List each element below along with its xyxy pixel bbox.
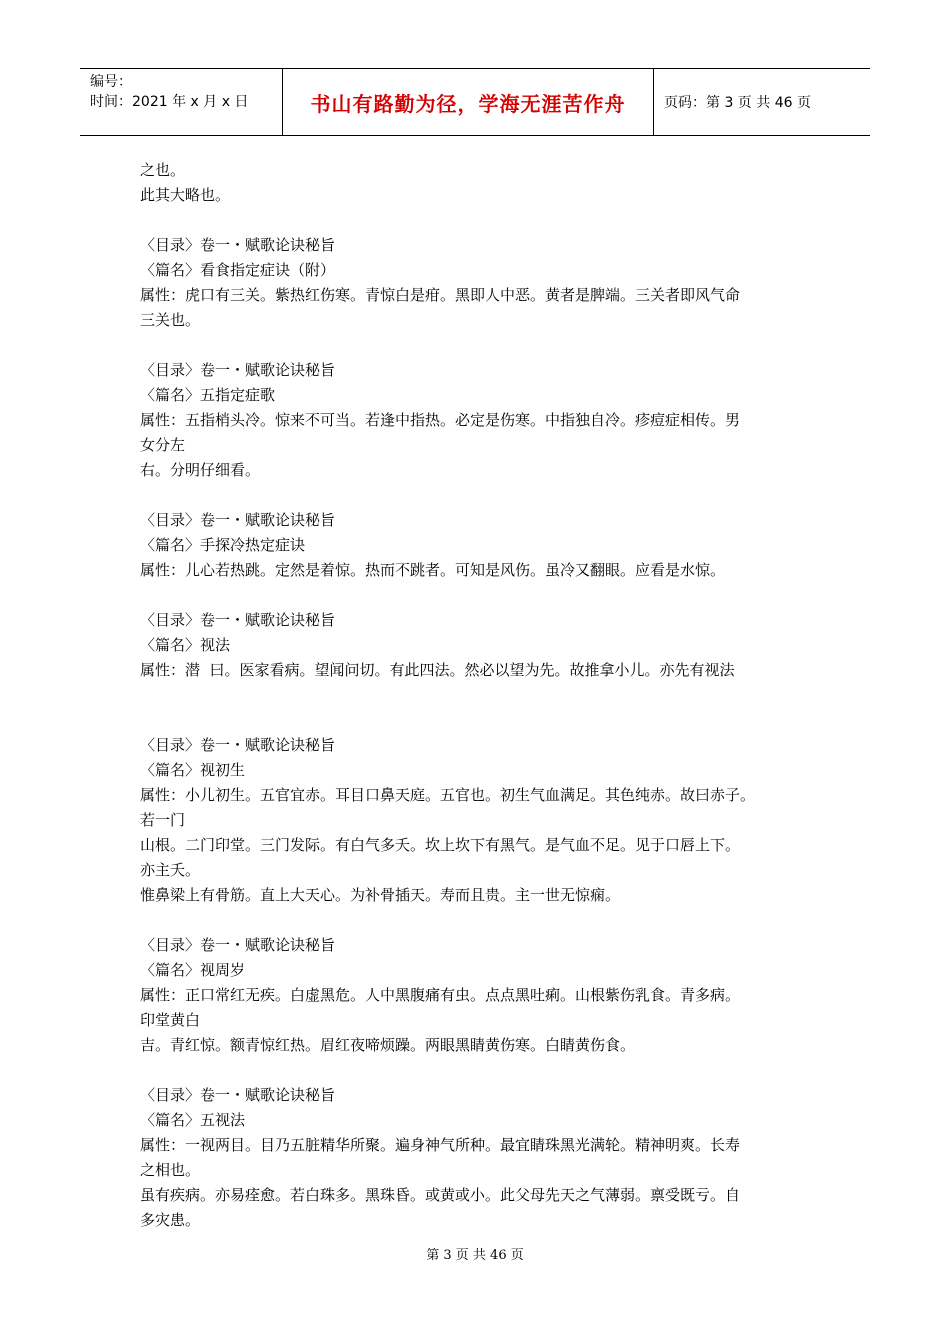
text-line: 属性：潜 曰。医家看病。望闻问切。有此四法。然必以望为先。故推拿小儿。亦先有视法 — [140, 661, 735, 679]
page-label: 页码：第 3 页 共 46 页 — [664, 95, 811, 111]
motto: 书山有路勤为径，学海无涯苦作舟 — [310, 91, 626, 116]
text-line: 若一门 — [140, 811, 186, 829]
blank-line — [140, 908, 830, 933]
text-line: 〈目录〉卷一・赋歌论诀秘旨 — [140, 361, 336, 379]
header-meta — [80, 69, 282, 135]
text-line: 三关也。 — [140, 311, 201, 329]
text-line: 〈篇名〉视初生 — [140, 761, 246, 779]
text-line: 此其大略也。 — [140, 186, 231, 204]
text-line: 属性：五指梢头冷。惊来不可当。若逢中指热。必定是伤寒。中指独自冷。疹痘症相传。男 — [140, 411, 741, 429]
blank-line — [140, 483, 830, 508]
blank-line — [140, 708, 830, 733]
text-line: 属性：正口常红无疾。白虚黑危。人中黑腹痛有虫。点点黑吐痢。山根紫伤乳食。青多病。 — [140, 986, 741, 1004]
text-line: 〈目录〉卷一・赋歌论诀秘旨 — [140, 611, 336, 629]
text-line: 〈篇名〉手探冷热定症诀 — [140, 536, 306, 554]
text-line: 吉。青红惊。额青惊红热。眉红夜啼烦躁。两眼黑睛黄伤寒。白睛黄伤食。 — [140, 1036, 636, 1054]
header-motto-cell — [282, 69, 654, 135]
page-footer — [0, 1244, 950, 1263]
text-line: 〈目录〉卷一・赋歌论诀秘旨 — [140, 736, 336, 754]
text-line: 亦主夭。 — [140, 861, 201, 879]
text-line: 印堂黄白 — [140, 1011, 201, 1029]
text-line: 山根。二门印堂。三门发际。有白气多夭。坎上坎下有黑气。是气血不足。见于口唇上下。 — [140, 836, 741, 854]
header-page-cell — [654, 69, 870, 135]
blank-line — [140, 683, 830, 708]
text-line: 女分左 — [140, 436, 186, 454]
text-line: 属性：一视两目。目乃五脏精华所聚。遍身神气所种。最宜睛珠黑光满轮。精神明爽。长寿 — [140, 1136, 741, 1154]
blank-line — [140, 583, 830, 608]
text-line: 〈篇名〉视周岁 — [140, 961, 246, 979]
text-line: 属性：儿心若热跳。定然是着惊。热而不跳者。可知是风伤。虽冷又翻眼。应看是水惊。 — [140, 561, 726, 579]
document-body — [140, 158, 830, 1233]
text-line: 之也。 — [140, 161, 186, 179]
text-line: 〈目录〉卷一・赋歌论诀秘旨 — [140, 511, 336, 529]
text-line: 〈目录〉卷一・赋歌论诀秘旨 — [140, 1086, 336, 1104]
text-line: 之相也。 — [140, 1161, 201, 1179]
blank-line — [140, 333, 830, 358]
text-line: 属性：小儿初生。五官宜赤。耳目口鼻天庭。五官也。初生气血满足。其色纯赤。故曰赤子。 — [140, 786, 756, 804]
text-line: 〈目录〉卷一・赋歌论诀秘旨 — [140, 936, 336, 954]
text-line: 〈篇名〉看食指定症诀（附） — [140, 261, 336, 279]
footer-page-number: 第 3 页 共 46 页 — [426, 1248, 524, 1263]
date-label: 时间：2021 年 x 月 x 日 — [90, 94, 249, 110]
text-line: 〈篇名〉五视法 — [140, 1111, 246, 1129]
blank-line — [140, 208, 830, 233]
text-line: 〈篇名〉视法 — [140, 636, 231, 654]
text-line: 多灾患。 — [140, 1211, 201, 1229]
text-line: 右。分明仔细看。 — [140, 461, 261, 479]
text-line: 属性：虎口有三关。紫热红伤寒。青惊白是疳。黑即人中恶。黄者是脾端。三关者即风气命 — [140, 286, 741, 304]
text-line: 虽有疾病。亦易痊愈。若白珠多。黑珠昏。或黄或小。此父母先天之气薄弱。禀受既亏。自 — [140, 1186, 741, 1204]
text-line: 惟鼻梁上有骨筋。直上大天心。为补骨插天。寿而且贵。主一世无惊痫。 — [140, 886, 621, 904]
page-header — [80, 68, 870, 136]
blank-line — [140, 1058, 830, 1083]
text-line: 〈目录〉卷一・赋歌论诀秘旨 — [140, 236, 336, 254]
text-line: 〈篇名〉五指定症歌 — [140, 386, 276, 404]
number-label: 编号： — [90, 74, 132, 90]
